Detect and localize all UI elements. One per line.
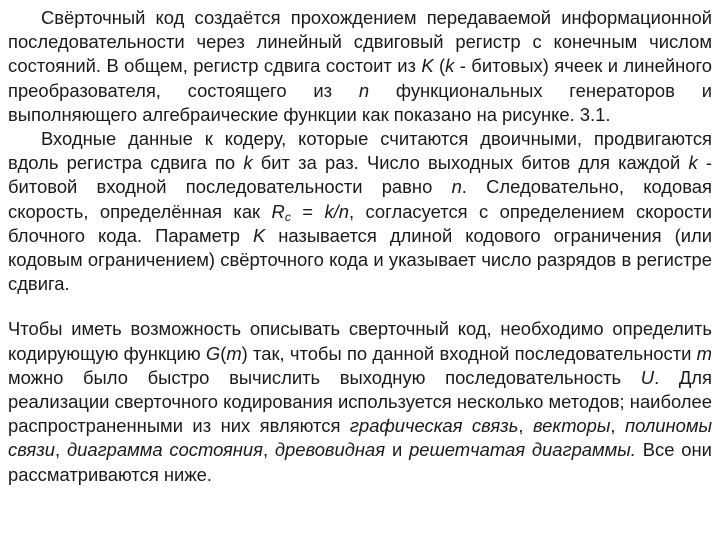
text-run: и (385, 439, 410, 461)
text-run: . Для реализации сверточного кодирования используется несколько методов; наиболее распространенными из них являются (8, 366, 712, 437)
text-run: = (290, 200, 325, 222)
subscript-c: c (284, 209, 291, 224)
formula-k-over-n: k/n (324, 200, 349, 222)
text-run: функциональных генераторов и выполняющего алгебраические функции как показано на рисунке. 3.1. (8, 79, 712, 125)
paragraph-encoding-methods (8, 317, 712, 486)
term-graphic-connection: графическая связь (349, 415, 519, 437)
text-run: ( (220, 342, 227, 364)
text-run (525, 439, 532, 460)
term-diagrams: диаграммы. (531, 439, 636, 461)
var-m: m (696, 342, 712, 364)
term-trellis: решетчатая (409, 439, 526, 461)
text-run: , (55, 439, 67, 461)
var-m: m (226, 342, 242, 364)
text-run: - битовой входной последовательности равно (8, 152, 712, 198)
text-run: , согласуется с определением скорости блочного кода. Параметр (8, 200, 712, 246)
var-R: R (271, 200, 285, 222)
paragraph-code-rate (8, 127, 712, 296)
term-state-diagram: диаграмма состояния (66, 439, 263, 461)
document-page (8, 6, 712, 487)
term-tree: древовидная (274, 439, 386, 461)
var-n: n (451, 176, 462, 198)
var-k: k (243, 152, 253, 174)
var-k: k (445, 55, 455, 77)
text-run: Все они рассматриваются ниже. (8, 439, 712, 485)
text-run: - битовых) ячеек и линейного преобразователя, состоящего из (8, 55, 713, 101)
var-G: G (205, 342, 221, 364)
text-run: , (518, 415, 533, 437)
text-run: можно было быстро вычислить выходную последовательность (8, 366, 641, 388)
text-run: ) так, чтобы по данной входной последовательности (241, 342, 697, 364)
var-K: K (252, 224, 266, 246)
var-n: n (358, 79, 370, 101)
text-run: называется длиной кодового ограничения (или кодовым ограничением) свёрточного кода и указывает число разрядов в регистре сдвига. (8, 224, 712, 295)
term-vectors: векторы (532, 415, 611, 437)
text-run: Чтобы иметь возможность описывать сверточный код, необходимо определить кодирующую функцию (8, 318, 712, 364)
text-run: , (262, 439, 275, 461)
text-run: . Следовательно, кодовая скорость, определённая как (8, 176, 712, 222)
text-run: Свёрточный код создаётся прохождением передаваемой информационной последовательности через линейный сдвиговый регистр с конечным числом состояний. В общем, регистр сдвига состоит из (8, 7, 712, 77)
text-run: Входные данные к кодеру, которые считаются двоичными, продвигаются вдоль регистра сдвига по (8, 128, 712, 174)
term-connection-polynomials: полиномы связи (8, 415, 712, 461)
text-run: бит за раз. Число выходных битов для каждой (252, 152, 689, 174)
text-run: ( (433, 55, 446, 77)
var-k: k (688, 152, 698, 174)
paragraph-convolutional-code-intro (8, 6, 712, 127)
var-K: K (421, 55, 434, 77)
text-run: , (610, 415, 625, 437)
var-U: U (640, 366, 655, 388)
